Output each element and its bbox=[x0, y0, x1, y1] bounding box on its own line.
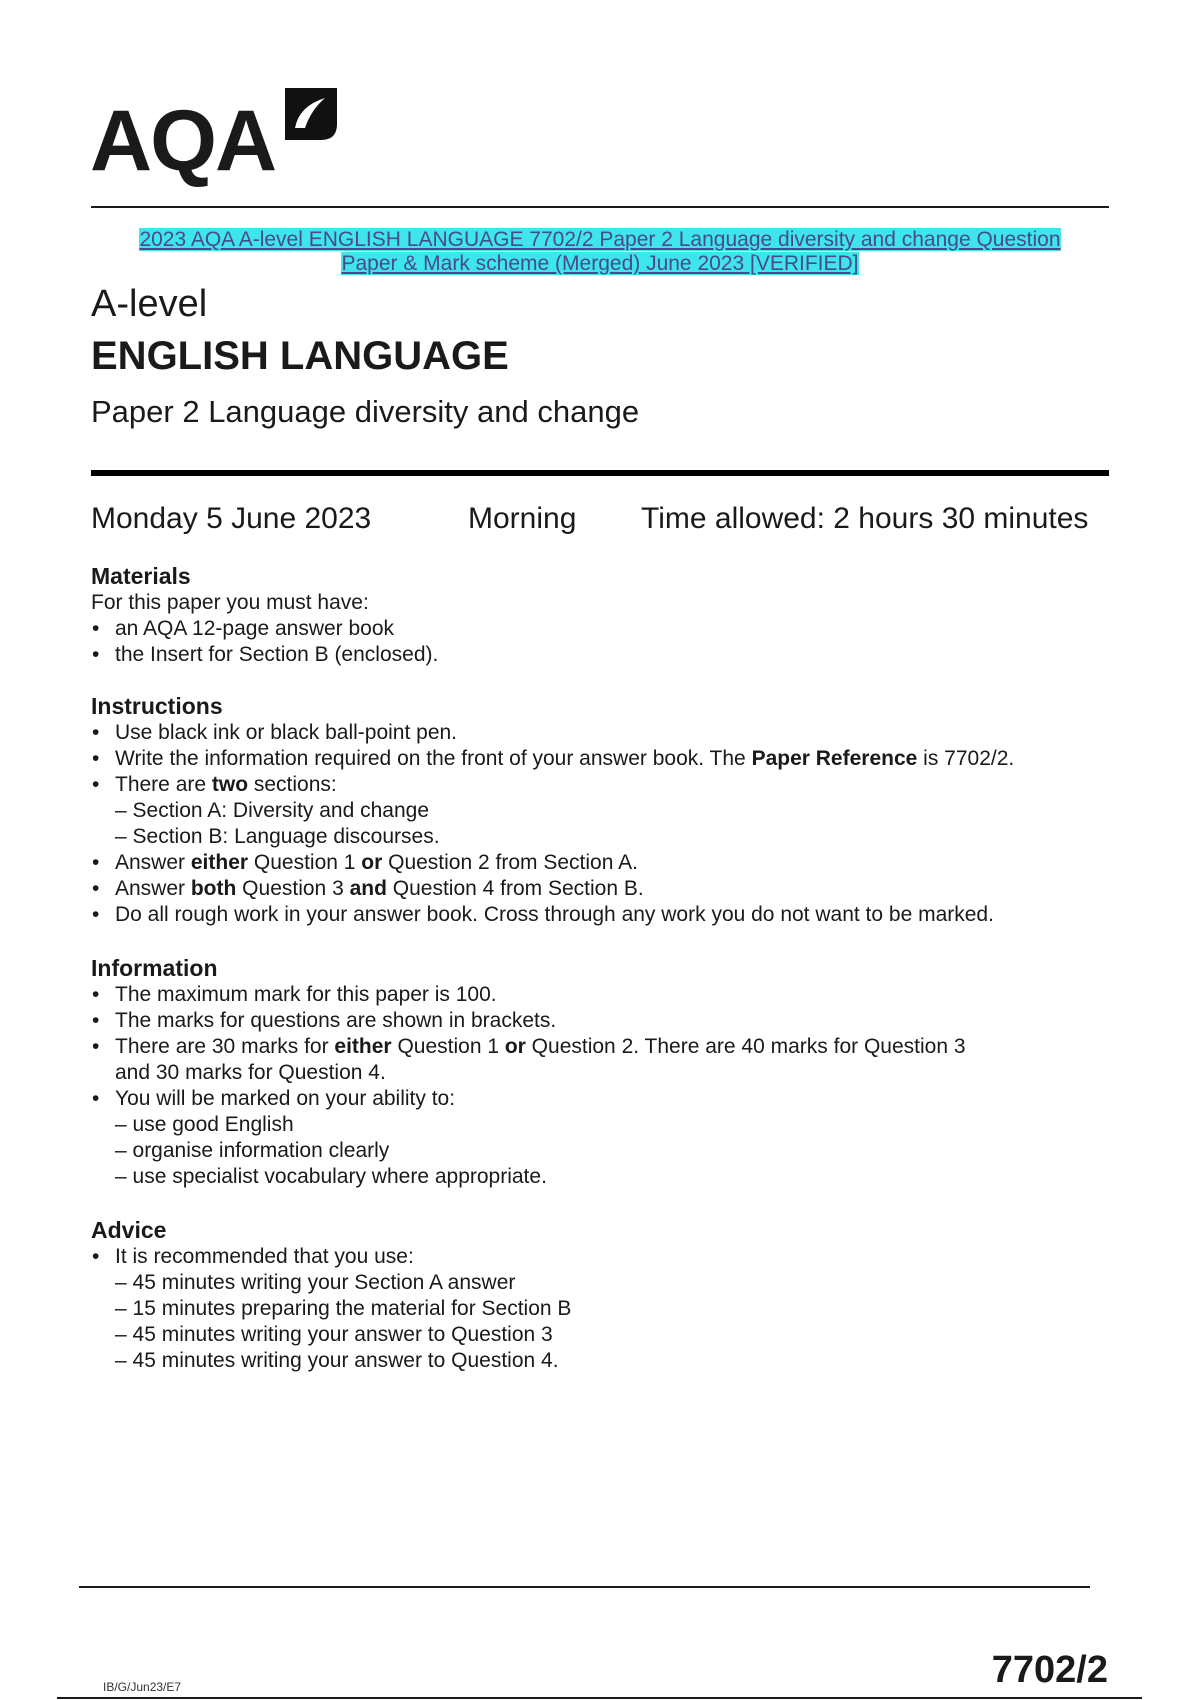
instructions-section bbox=[91, 692, 1131, 928]
list-item: • The maximum mark for this paper is 100. bbox=[91, 982, 1131, 1008]
list-subitem: – Section B: Language discourses. bbox=[115, 825, 440, 848]
text-run: Question 2. There are 40 marks for Question 3 bbox=[525, 1035, 966, 1058]
text-run: Question 1 bbox=[391, 1035, 505, 1058]
list-item bbox=[91, 876, 1131, 902]
text-run: Write the information required on the front of your answer book. The bbox=[115, 747, 752, 770]
list-item: • Use black ink or black ball-point pen. bbox=[91, 720, 1131, 746]
list-subitem: – 45 minutes writing your Section A answer bbox=[115, 1271, 516, 1294]
logo-text: AQA bbox=[90, 93, 276, 189]
advice-list bbox=[91, 1244, 1131, 1374]
exam-time-allowed: Time allowed: 2 hours 30 minutes bbox=[641, 502, 1089, 535]
text-run: Question 4 from Section B. bbox=[386, 877, 644, 900]
list-subitem: – 45 minutes writing your answer to Question 3 bbox=[115, 1323, 553, 1346]
text-run-bold: or bbox=[361, 851, 383, 874]
aqa-logo bbox=[90, 84, 341, 189]
list-item: • It is recommended that you use: bbox=[91, 1244, 1131, 1270]
materials-intro: For this paper you must have: bbox=[91, 591, 369, 614]
materials-list bbox=[91, 616, 1131, 668]
subject-title: ENGLISH LANGUAGE bbox=[91, 334, 509, 378]
exam-session: Morning bbox=[468, 502, 577, 535]
list-item: • Do all rough work in your answer book. Cross through any work you do not want to be marked. bbox=[91, 902, 1131, 928]
text-run: sections: bbox=[248, 773, 337, 796]
document-title-banner[interactable] bbox=[91, 228, 1109, 276]
text-run-bold: both bbox=[190, 877, 237, 900]
instructions-heading: Instructions bbox=[91, 693, 223, 719]
text-run-bold: two bbox=[211, 773, 249, 796]
text-run: There are bbox=[115, 773, 212, 796]
list-item bbox=[91, 1034, 1131, 1060]
list-item: • You will be marked on your ability to: bbox=[91, 1086, 1131, 1112]
list-item: • The marks for questions are shown in brackets. bbox=[91, 1008, 1131, 1034]
list-item bbox=[91, 772, 1131, 798]
header-divider bbox=[91, 470, 1109, 476]
list-item bbox=[91, 850, 1131, 876]
list-subitem: – use good English bbox=[115, 1113, 294, 1136]
list-subitem: – organise information clearly bbox=[115, 1139, 390, 1162]
advice-section bbox=[91, 1216, 1131, 1374]
banner-line-1[interactable]: 2023 AQA A-level ENGLISH LANGUAGE 7702/2 Paper 2 Language diversity and change Question bbox=[139, 228, 1061, 251]
text-run: is 7702/2. bbox=[917, 747, 1015, 770]
aqa-leaf-mark-icon bbox=[281, 84, 341, 144]
list-subitem: – 15 minutes preparing the material for Section B bbox=[115, 1297, 572, 1320]
list-item: • the Insert for Section B (enclosed). bbox=[91, 642, 1131, 668]
materials-heading: Materials bbox=[91, 563, 191, 589]
footer-divider bbox=[79, 1586, 1090, 1588]
list-item-continuation: and 30 marks for Question 4. bbox=[115, 1061, 386, 1084]
text-run-bold: either bbox=[334, 1035, 392, 1058]
list-subitem: – use specialist vocabulary where appropriate. bbox=[115, 1165, 547, 1188]
text-run: Question 2 from Section A. bbox=[382, 851, 638, 874]
information-heading: Information bbox=[91, 955, 218, 981]
text-run-bold: and bbox=[349, 877, 387, 900]
footer-bottom-bar bbox=[57, 1697, 1142, 1699]
information-list bbox=[91, 982, 1131, 1190]
text-run: Answer bbox=[115, 877, 191, 900]
list-subitem: – Section A: Diversity and change bbox=[115, 799, 430, 822]
footer-reference: IB/G/Jun23/E7 bbox=[103, 1680, 182, 1694]
text-run: Question 3 bbox=[236, 877, 350, 900]
text-run: There are 30 marks for bbox=[115, 1035, 335, 1058]
top-divider bbox=[91, 206, 1109, 208]
text-run: Question 1 bbox=[248, 851, 362, 874]
list-item bbox=[91, 746, 1131, 772]
list-item: • an AQA 12-page answer book bbox=[91, 616, 1131, 642]
qualification-level: A-level bbox=[91, 283, 208, 325]
text-run: Answer bbox=[115, 851, 191, 874]
paper-code: 7702/2 bbox=[991, 1649, 1108, 1691]
exam-date: Monday 5 June 2023 bbox=[91, 502, 372, 535]
instructions-list bbox=[91, 720, 1131, 928]
information-section bbox=[91, 954, 1131, 1190]
paper-title: Paper 2 Language diversity and change bbox=[91, 394, 640, 429]
text-run-bold: either bbox=[190, 851, 249, 874]
advice-heading: Advice bbox=[91, 1217, 167, 1243]
text-run-bold: or bbox=[504, 1035, 526, 1058]
text-run-bold: Paper Reference bbox=[751, 747, 918, 770]
list-subitem: – 45 minutes writing your answer to Question 4. bbox=[115, 1349, 559, 1372]
banner-line-2[interactable]: Paper & Mark scheme (Merged) June 2023 [VERIFIED] bbox=[341, 252, 859, 275]
materials-section bbox=[91, 562, 1131, 668]
